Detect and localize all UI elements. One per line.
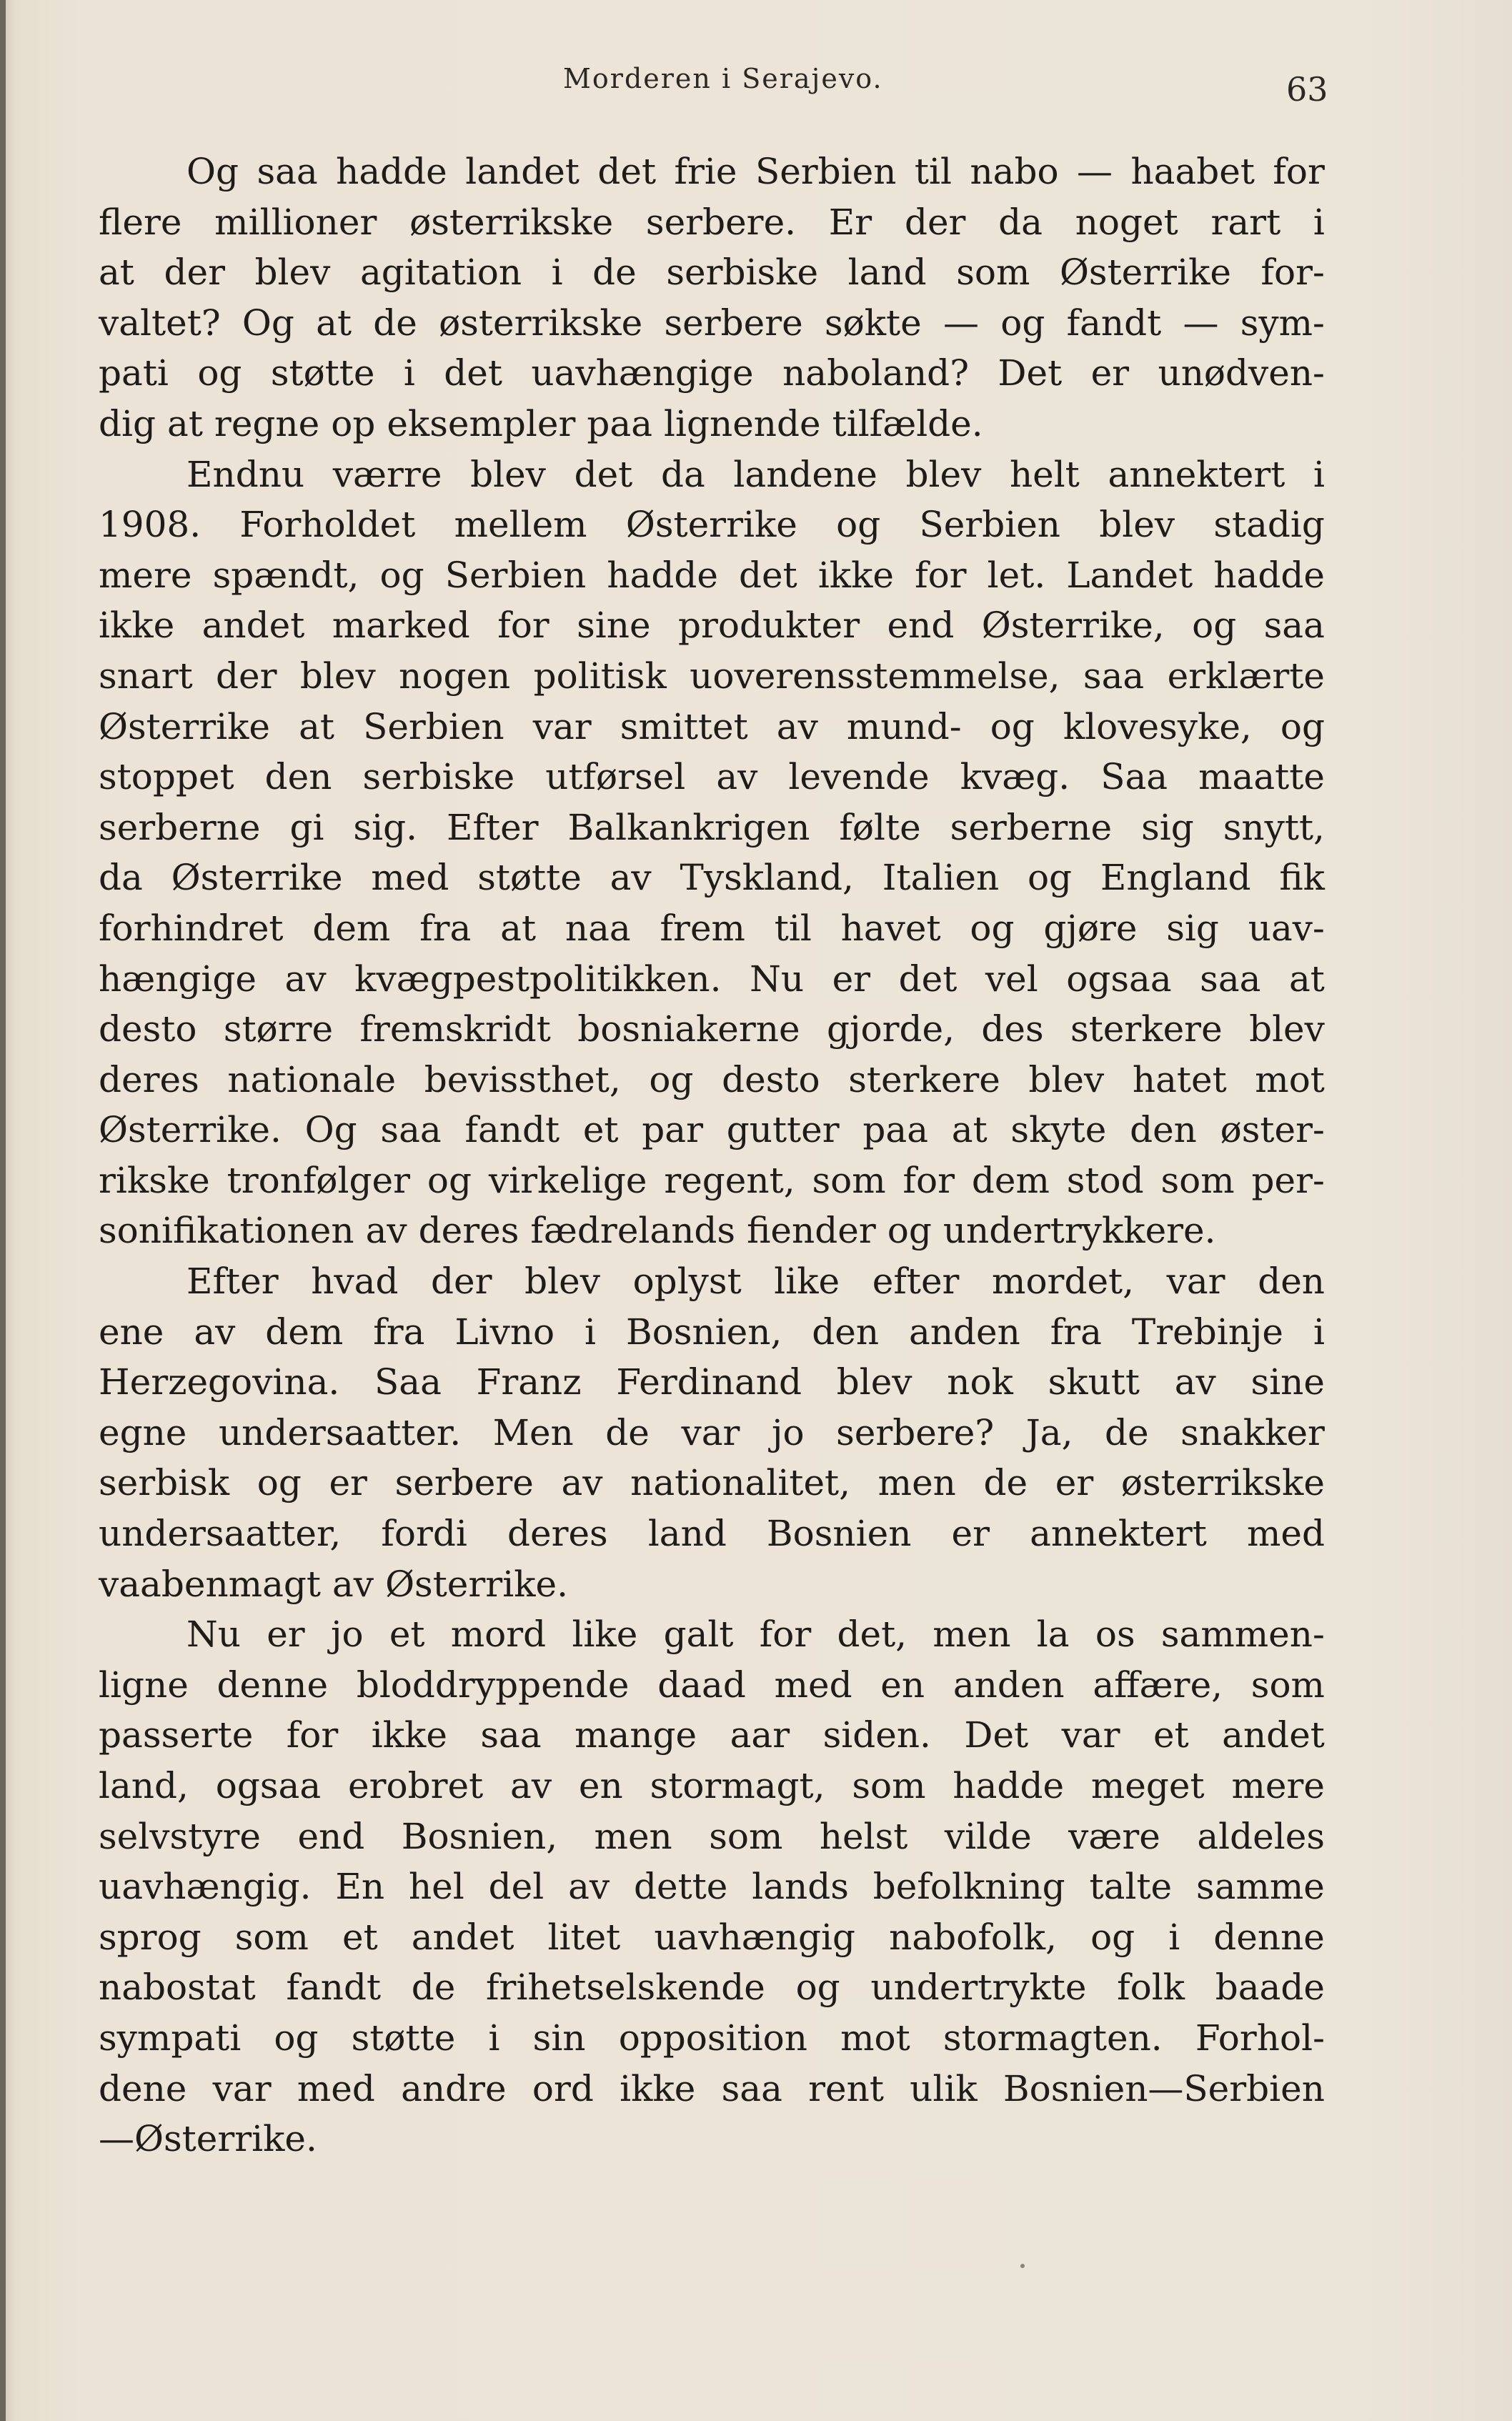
text-line: egne undersaatter. Men de var jo serbere? Ja, de snakker bbox=[99, 1411, 1325, 1453]
text-line: selvstyre end Bosnien, men som helst vilde være aldeles bbox=[99, 1815, 1325, 1857]
text-line: Endnu værre blev det da landene blev helt annektert i bbox=[186, 453, 1325, 495]
text-line: ikke andet marked for sine produkter end Østerrike, og saa bbox=[99, 605, 1325, 647]
text-line: flere millioner østerrikske serbere. Er der da noget rart i bbox=[99, 201, 1325, 243]
text-line: land, ogsaa erobret av en stormagt, som hadde meget mere bbox=[99, 1765, 1325, 1806]
text-line: —Østerrike. bbox=[99, 2118, 317, 2160]
text-line: sprog som et andet litet uavhængig nabofolk, og i denne bbox=[99, 1916, 1325, 1958]
text-line: dene var med andre ord ikke saa rent ulik Bosnien—Serbien bbox=[99, 2067, 1325, 2109]
text-line: Østerrike. Og saa fandt et par gutter paa at skyte den øster- bbox=[99, 1109, 1325, 1151]
text-line: nabostat fandt de frihetselskende og undertrykte folk baade bbox=[99, 1967, 1325, 2009]
text-line: at der blev agitation i de serbiske land som Østerrike for- bbox=[99, 252, 1325, 294]
text-line: sympati og støtte i sin opposition mot stormagten. Forhol- bbox=[99, 2017, 1325, 2059]
text-line: sonifikationen av deres fædrelands fiender og undertrykkere. bbox=[99, 1210, 1216, 1252]
text-line: Nu er jo et mord like galt for det, men la os sammen- bbox=[186, 1614, 1325, 1656]
text-line: desto større fremskridt bosniakerne gjorde, des sterkere blev bbox=[99, 1008, 1325, 1050]
text-line: vaabenmagt av Østerrike. bbox=[99, 1563, 568, 1605]
text-line: Og saa hadde landet det frie Serbien til nabo — haabet for bbox=[186, 151, 1325, 192]
text-line: uavhængig. En hel del av dette lands befolkning talte samme bbox=[99, 1866, 1325, 1908]
text-line: Herzegovina. Saa Franz Ferdinand blev nok skutt av sine bbox=[99, 1361, 1325, 1403]
text-line: da Østerrike med støtte av Tyskland, Italien og England fik bbox=[99, 857, 1325, 899]
text-line: Efter hvad der blev oplyst like efter mordet, var den bbox=[186, 1261, 1325, 1303]
text-line: valtet? Og at de østerrikske serbere søkte — og fandt — sym- bbox=[99, 302, 1325, 344]
body-text bbox=[99, 146, 1325, 2164]
text-line: mere spændt, og Serbien hadde det ikke for let. Landet hadde bbox=[99, 554, 1325, 596]
text-line: ligne denne bloddryppende daad med en anden affære, som bbox=[99, 1664, 1325, 1706]
text-line: passerte for ikke saa mange aar siden. Det var et andet bbox=[99, 1714, 1325, 1756]
text-line: ene av dem fra Livno i Bosnien, den anden fra Trebinje i bbox=[99, 1311, 1325, 1353]
text-line: serbisk og er serbere av nationalitet, men de er østerrikske bbox=[99, 1462, 1325, 1504]
text-line: 1908. Forholdet mellem Østerrike og Serbien blev stadig bbox=[99, 504, 1325, 546]
text-line: deres nationale bevissthet, og desto sterkere blev hatet mot bbox=[99, 1058, 1325, 1100]
page-number: 63 bbox=[1286, 70, 1328, 109]
text-line: dig at regne op eksempler paa lignende tilfælde. bbox=[99, 402, 983, 444]
running-title: Morderen i Serajevo. bbox=[563, 63, 883, 94]
text-line: forhindret dem fra at naa frem til havet og gjøre sig uav- bbox=[99, 907, 1325, 949]
text-line: undersaatter, fordi deres land Bosnien er annektert med bbox=[99, 1513, 1325, 1555]
text-line: stoppet den serbiske utførsel av levende kvæg. Saa maatte bbox=[99, 756, 1325, 798]
paper-speck bbox=[1020, 2264, 1025, 2268]
text-line: snart der blev nogen politisk uoverensstemmelse, saa erklærte bbox=[99, 655, 1325, 697]
text-line: hængige av kvægpestpolitikken. Nu er det vel ogsaa saa at bbox=[99, 958, 1325, 1000]
text-line: pati og støtte i det uavhængige naboland? Det er unødven- bbox=[99, 352, 1325, 394]
text-line: serberne gi sig. Efter Balkankrigen følte serberne sig snytt, bbox=[99, 806, 1325, 848]
page-spine-edge bbox=[0, 0, 6, 2421]
text-line: Østerrike at Serbien var smittet av mund- og klovesyke, og bbox=[99, 705, 1325, 747]
text-line: rikske tronfølger og virkelige regent, som for dem stod som per- bbox=[99, 1159, 1325, 1201]
